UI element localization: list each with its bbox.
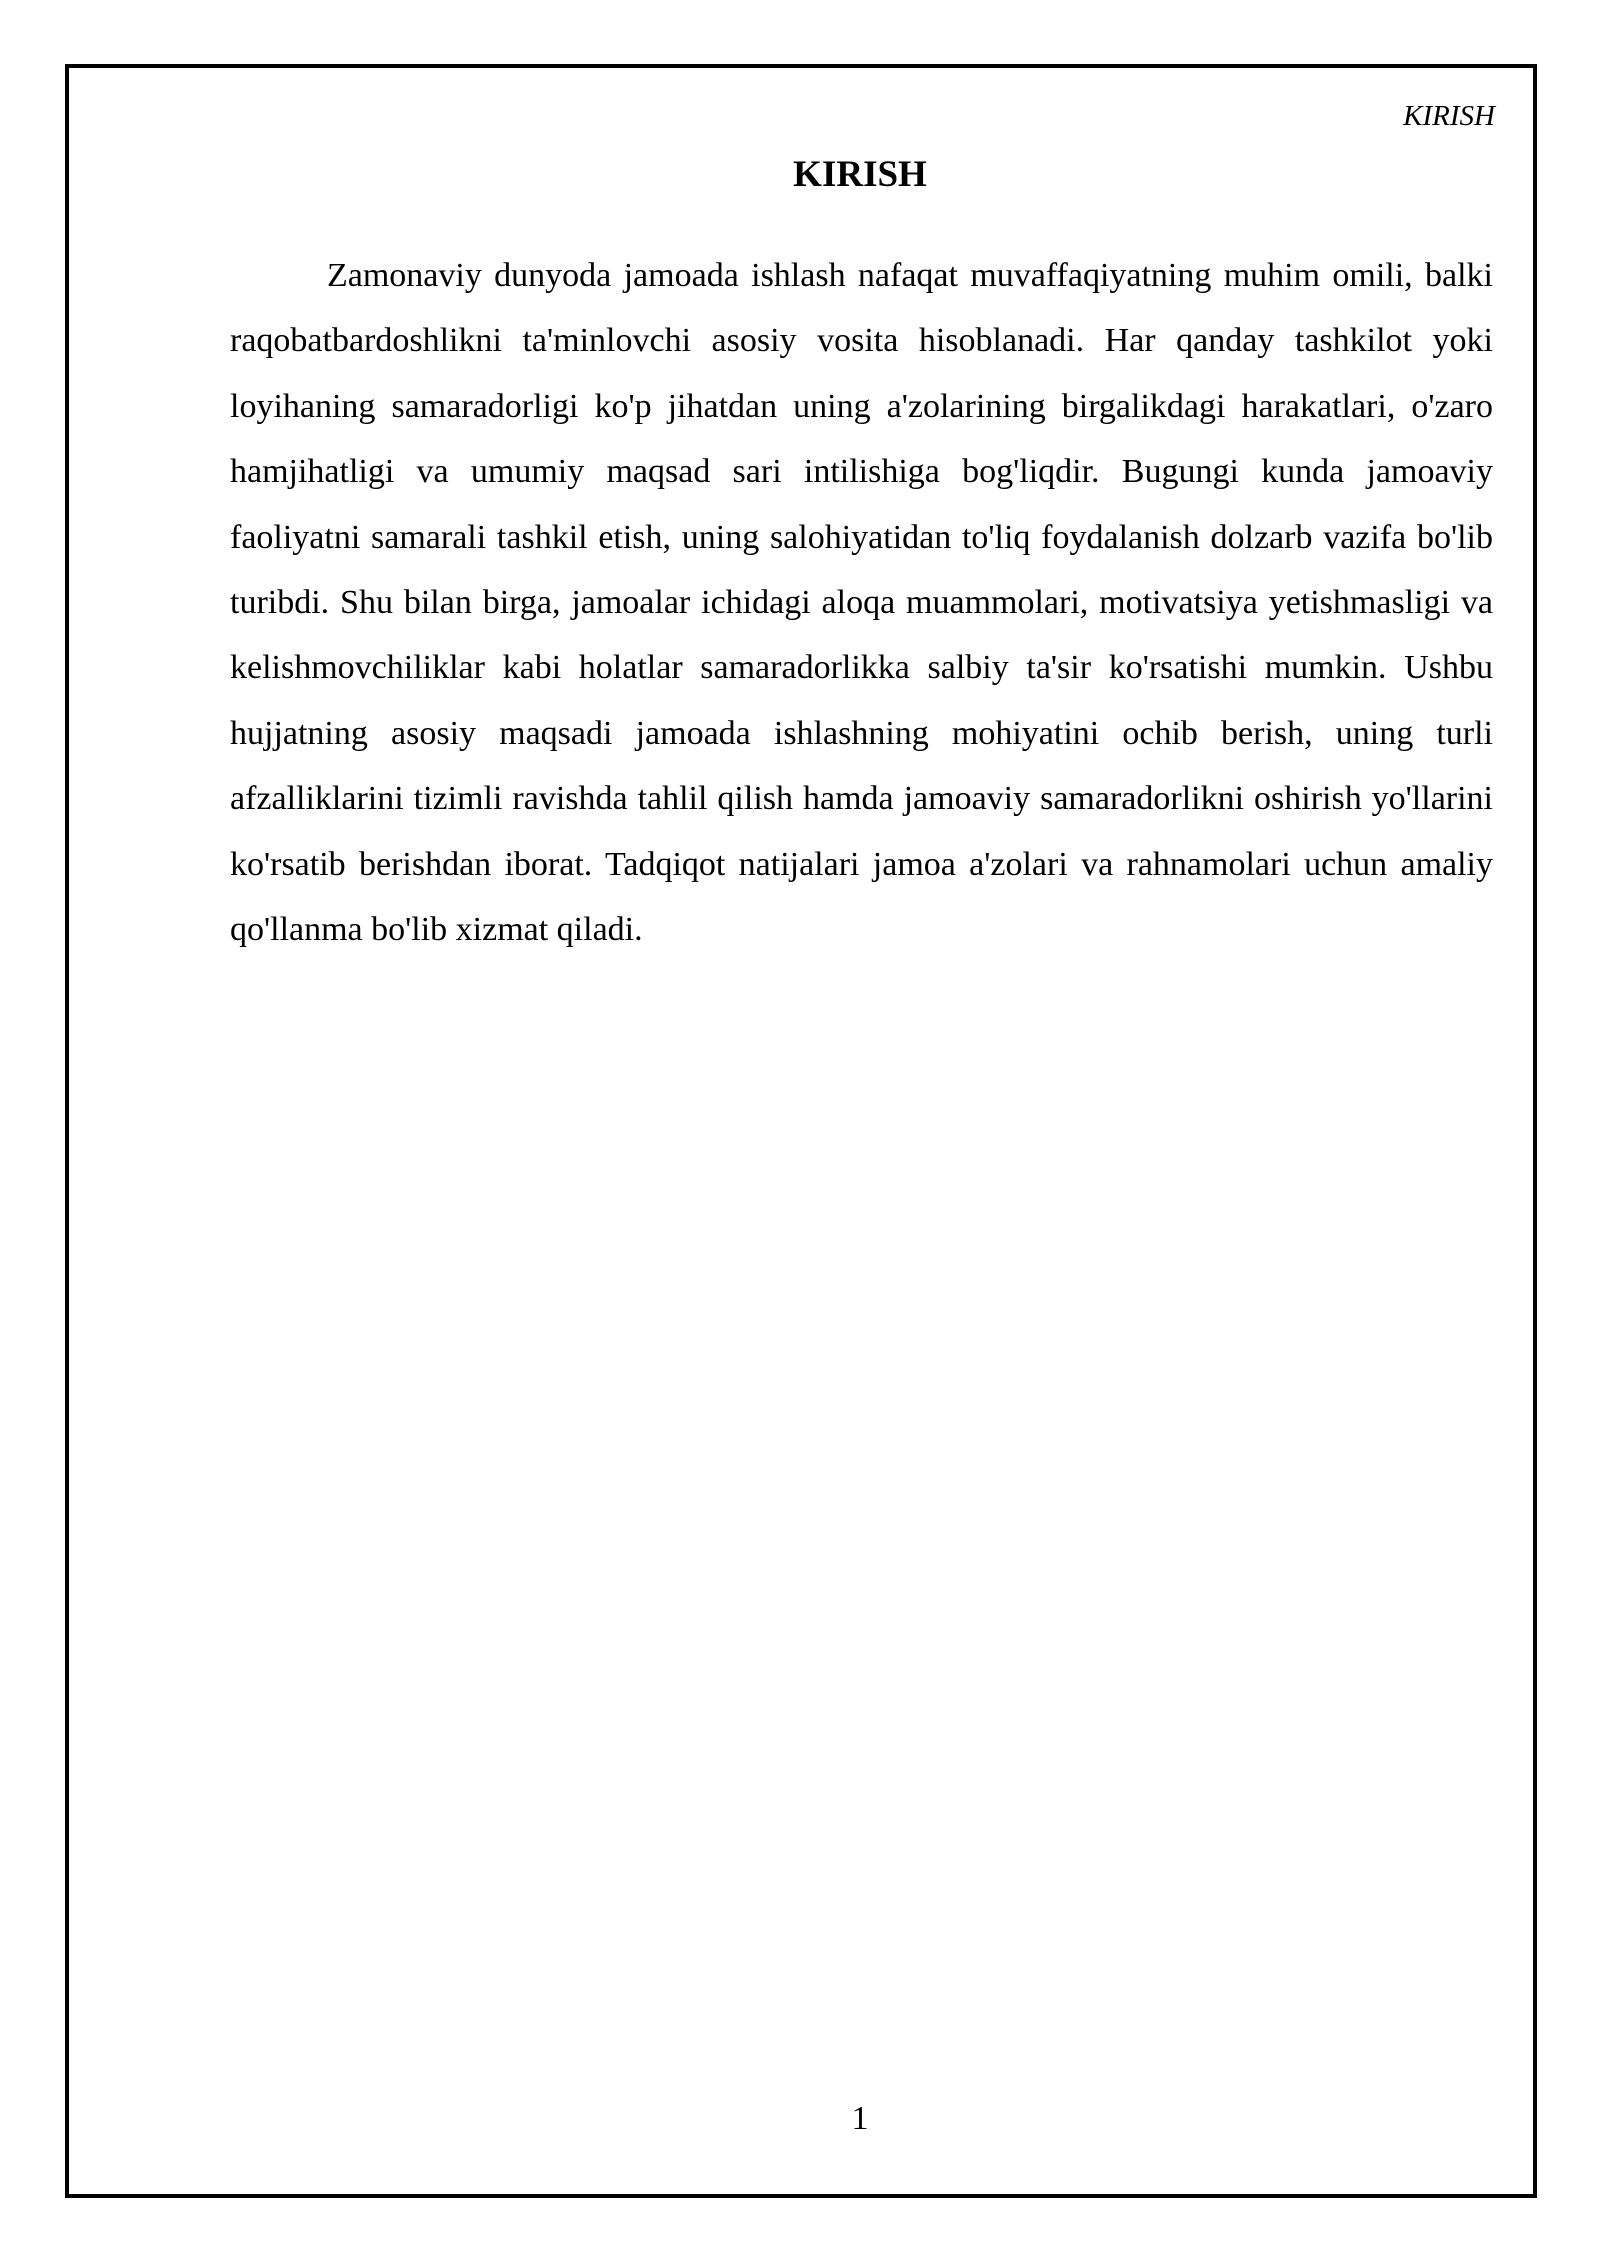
- introduction-paragraph: Zamonaviy dunyoda jamoada ishlash nafaqat muvaffaqiyatning muhim omili, balki raqobatbardoshlikni ta'minlovchi asosiy vosita hisoblanadi. Har qanday tashkilot yoki loyihaning samaradorligi ko'p jihatdan uning a'zolarining birgalikdagi harakatlari, o'zaro hamjihatligi va umumiy maqsad sari intilishiga bog'liqdir. Bugungi kunda jamoaviy faoliyatni samarali tashkil etish, uning salohiyatidan to'liq foydalanish dolzarb vazifa bo'lib turibdi. Shu bilan birga, jamoalar ichidagi aloqa muammolari, motivatsiya yetishmasligi va kelishmovchiliklar kabi holatlar samaradorlikka salbiy ta'sir ko'rsatishi mumkin. Ushbu hujjatning asosiy maqsadi jamoada ishlashning mohiyatini ochib berish, uning turli afzalliklarini tizimli ravishda tahlil qilish hamda jamoaviy samaradorlikni oshirish yo'llarini ko'rsatib berishdan iborat. Tadqiqot natijalari jamoa a'zolari va rahnamolari uchun amaliy qo'llanma bo'lib xizmat qiladi.: [230, 257, 1493, 949]
- page-title: KIRISH: [793, 154, 927, 195]
- page-number: 1: [851, 2100, 869, 2137]
- running-header: KIRISH: [1403, 100, 1495, 132]
